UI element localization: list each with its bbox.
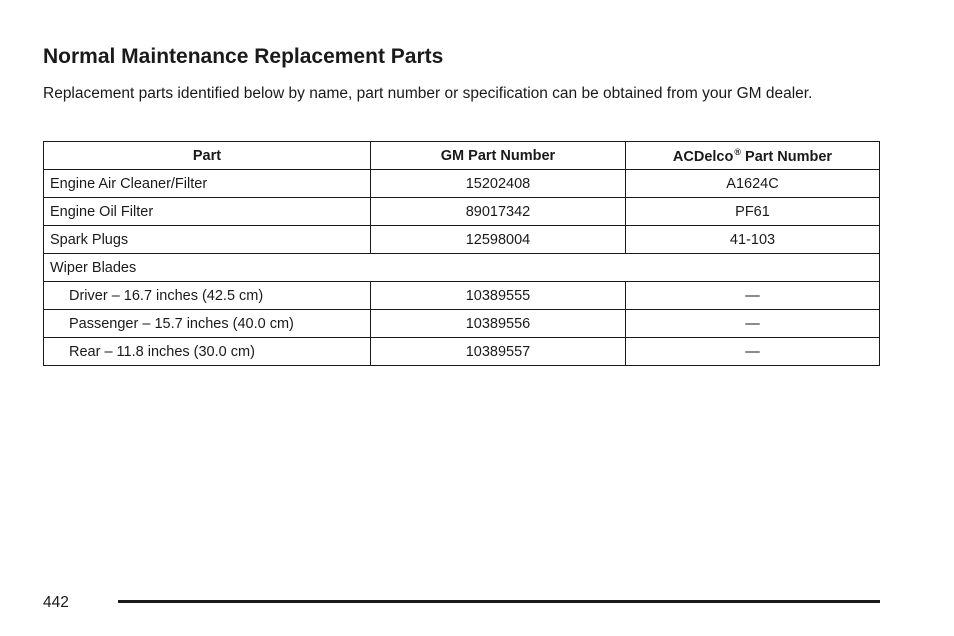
cell-gm-part-number: 10389557 [371,338,626,366]
cell-gm-part-number: 10389555 [371,282,626,310]
cell-part: Rear – 11.8 inches (30.0 cm) [44,338,371,366]
cell-gm-part-number: 12598004 [371,226,626,254]
header-gm-part-number: GM Part Number [371,142,626,170]
table-row [44,226,880,254]
parts-table [43,141,880,366]
header-part: Part [44,142,371,170]
table-row [44,310,880,338]
cell-gm-part-number: 10389556 [371,310,626,338]
cell-part: Driver – 16.7 inches (42.5 cm) [44,282,371,310]
cell-gm-part-number: 15202408 [371,170,626,198]
cell-part: Passenger – 15.7 inches (40.0 cm) [44,310,371,338]
page-title: Normal Maintenance Replacement Parts [43,45,444,68]
cell-gm-part-number: 89017342 [371,198,626,226]
table-section-row [44,254,880,282]
cell-acdelco-part-number: 41-103 [626,226,880,254]
intro-paragraph: Replacement parts identified below by name, part number or specification can be obtained from your GM dealer. [43,85,813,102]
cell-acdelco-part-number: — [626,338,880,366]
cell-acdelco-part-number: — [626,282,880,310]
cell-acdelco-part-number: — [626,310,880,338]
header-acdelco-suffix: Part Number [741,148,833,165]
cell-part: Engine Air Cleaner/Filter [44,170,371,198]
table-header-row [44,142,880,170]
registered-mark: ® [734,146,741,157]
cell-acdelco-part-number: PF61 [626,198,880,226]
table-row [44,338,880,366]
cell-part: Engine Oil Filter [44,198,371,226]
header-acdelco-part-number [626,142,880,170]
cell-acdelco-part-number: A1624C [626,170,880,198]
cell-section-wiper-blades: Wiper Blades [44,254,880,282]
cell-part: Spark Plugs [44,226,371,254]
footer-rule [118,600,880,603]
table-row [44,198,880,226]
page-number: 442 [43,594,69,611]
table-row [44,282,880,310]
table-row [44,170,880,198]
header-acdelco-brand: ACDelco [672,148,734,165]
